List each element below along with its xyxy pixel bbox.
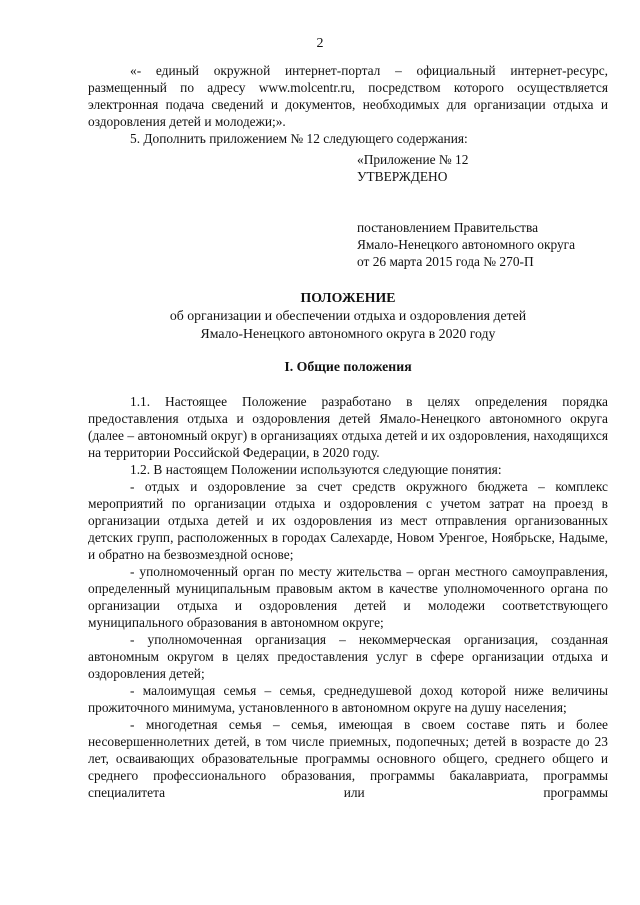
item-5-paragraph: 5. Дополнить приложением № 12 следующего содержания: xyxy=(130,131,468,146)
appendix-line-2: Ямало-Ненецкого автономного округа xyxy=(357,237,576,252)
appendix-approved: УТВЕРЖДЕНО xyxy=(357,169,448,184)
quote-paragraph: «- единый окружной интернет-портал – официальный интернет-ресурс, размещенный по адресу www.molcentr.ru, посредством которого осуществляется электронная подача сведений и документов, необходимых для организации отдыха и оздоровления детей и молодежи;». xyxy=(88,63,608,129)
title-block xyxy=(88,289,608,343)
paragraph-1-1: 1.1. Настоящее Положение разработано в целях определения порядка предоставления отдыха и оздоровления детей Ямало-Ненецкого автономного округа (далее – автономный округ) в организациях отдыха детей и их оздоровления, находящихся на территории Российской Федерации, в 2020 году. xyxy=(88,394,608,460)
section-heading: I. Общие положения xyxy=(284,359,412,374)
paragraph-1-2: 1.2. В настоящем Положении используются следующие понятия: xyxy=(130,462,502,477)
document-heading: ПОЛОЖЕНИЕ xyxy=(300,290,396,305)
document-subtitle-1: об организации и обеспечении отдыха и оздоровления детей xyxy=(169,308,527,323)
definition-rest: - отдых и оздоровление за счет средств окружного бюджета – комплекс мероприятий по организации отдыха и оздоровления с учетом затрат на проезд в организации отдыха детей и их оздоровления из мест отправления организованных детских групп, расположенных в городах Салехарде, Новом Уренгое, Ноябрьске, Надыме, и обратно на безвозмездной основе; xyxy=(88,479,608,562)
appendix-line-1: постановлением Правительства xyxy=(357,220,539,235)
definition-authorized-organization: - уполномоченная организация – некоммерческая организация, созданная автономным округом в целях предоставления услуг в сфере организации отдыха и оздоровления детей; xyxy=(88,632,608,681)
document-subtitle-2: Ямало-Ненецкого автономного округа в 2020 году xyxy=(200,326,496,341)
page-number: 2 xyxy=(316,36,324,51)
appendix-line-3: от 26 марта 2015 года № 270-П xyxy=(357,254,534,269)
definition-large-family: - многодетная семья – семья, имеющая в своем составе пять и более несовершеннолетних детей, в том числе приемных, подопечных; детей в возрасте до 23 лет, осваивающих образовательные программы основного общего, среднего общего и среднего профессионального образования, программы бакалавриата, программы специалитета или программы xyxy=(88,717,608,800)
appendix-block xyxy=(357,151,617,270)
intro-block xyxy=(88,62,608,147)
appendix-label: «Приложение № 12 xyxy=(357,152,469,167)
definition-low-income-family: - малоимущая семья – семья, среднедушевой доход которой ниже величины прожиточного минимума, установленного в автономном округе на душу населения; xyxy=(88,683,608,715)
main-text xyxy=(88,393,608,801)
definition-authorized-body: - уполномоченный орган по месту жительства – орган местного самоуправления, определенный муниципальным правовым актом в качестве уполномоченного органа по организации отдыха и оздоровления детей и молодежи соответствующего муниципального образования в автономном округе; xyxy=(88,564,608,630)
